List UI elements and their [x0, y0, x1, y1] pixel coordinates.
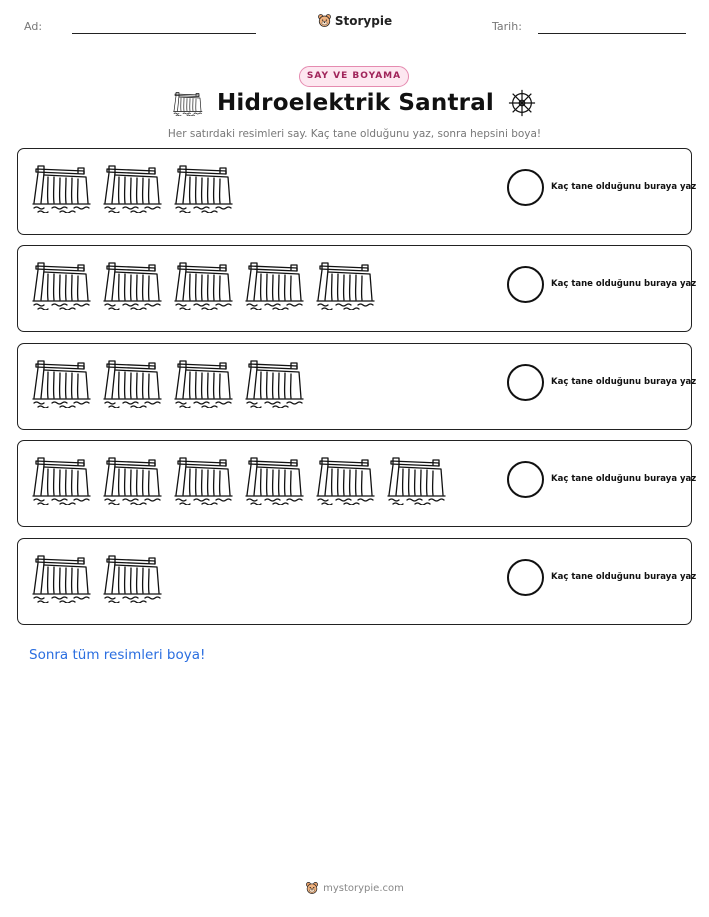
hydro-dam-icon	[387, 455, 447, 505]
title-row	[0, 89, 709, 117]
hydro-dam-icon	[245, 455, 305, 505]
bear-mascot-icon	[305, 881, 319, 895]
page-title: Hidroelektrik Santral	[216, 90, 495, 116]
hydro-dam-icon	[32, 163, 92, 213]
hydro-dam-icon	[173, 91, 203, 116]
hydro-dam-icon	[245, 358, 305, 408]
hydro-dam-icon	[103, 455, 163, 505]
hydro-dam-icon	[316, 260, 376, 310]
answer-hint: Kaç tane olduğunu buraya yaz	[551, 474, 697, 484]
hydro-dam-icon	[103, 553, 163, 603]
answer-hint: Kaç tane olduğunu buraya yaz	[551, 182, 697, 192]
count-row-4	[17, 440, 697, 527]
count-row-2	[17, 245, 697, 332]
count-row-5	[17, 538, 697, 625]
hydro-dam-icon	[245, 260, 305, 310]
hydro-dam-icon	[174, 455, 234, 505]
brand-name: Storypie	[334, 13, 393, 28]
answer-circle[interactable]	[507, 169, 544, 206]
date-label: Tarih:	[492, 20, 522, 33]
hydro-dam-icon	[103, 163, 163, 213]
count-row-1	[17, 148, 697, 235]
hydro-dam-icon	[174, 358, 234, 408]
coloring-note: Sonra tüm resimleri boya!	[29, 647, 206, 663]
footer-website[interactable]: mystorypie.com	[323, 882, 404, 894]
hydro-dam-icon	[32, 260, 92, 310]
hydro-dam-icon	[103, 358, 163, 408]
hydro-dam-icon	[316, 455, 376, 505]
instructions: Her satırdaki resimleri say. Kaç tane olduğunu yaz, sonra hepsini boya!	[167, 128, 542, 140]
brand-logo	[0, 13, 709, 32]
hydro-dam-icon	[32, 358, 92, 408]
hydro-dam-icon	[32, 553, 92, 603]
answer-circle[interactable]	[507, 364, 544, 401]
answer-hint: Kaç tane olduğunu buraya yaz	[551, 279, 697, 289]
turbine-wheel-icon	[508, 89, 536, 117]
answer-circle[interactable]	[507, 461, 544, 498]
hydro-dam-icon	[103, 260, 163, 310]
date-field[interactable]	[538, 33, 686, 34]
hydro-dam-icon	[174, 260, 234, 310]
answer-hint: Kaç tane olduğunu buraya yaz	[551, 377, 697, 387]
answer-circle[interactable]	[507, 266, 544, 303]
name-field[interactable]	[72, 33, 256, 34]
bear-mascot-icon	[317, 13, 332, 28]
answer-hint: Kaç tane olduğunu buraya yaz	[551, 572, 697, 582]
hydro-dam-icon	[174, 163, 234, 213]
answer-circle[interactable]	[507, 559, 544, 596]
footer	[0, 880, 709, 899]
hydro-dam-icon	[32, 455, 92, 505]
name-label: Ad:	[24, 20, 43, 33]
count-row-3	[17, 343, 697, 430]
activity-badge: SAY VE BOYAMA	[299, 66, 409, 87]
